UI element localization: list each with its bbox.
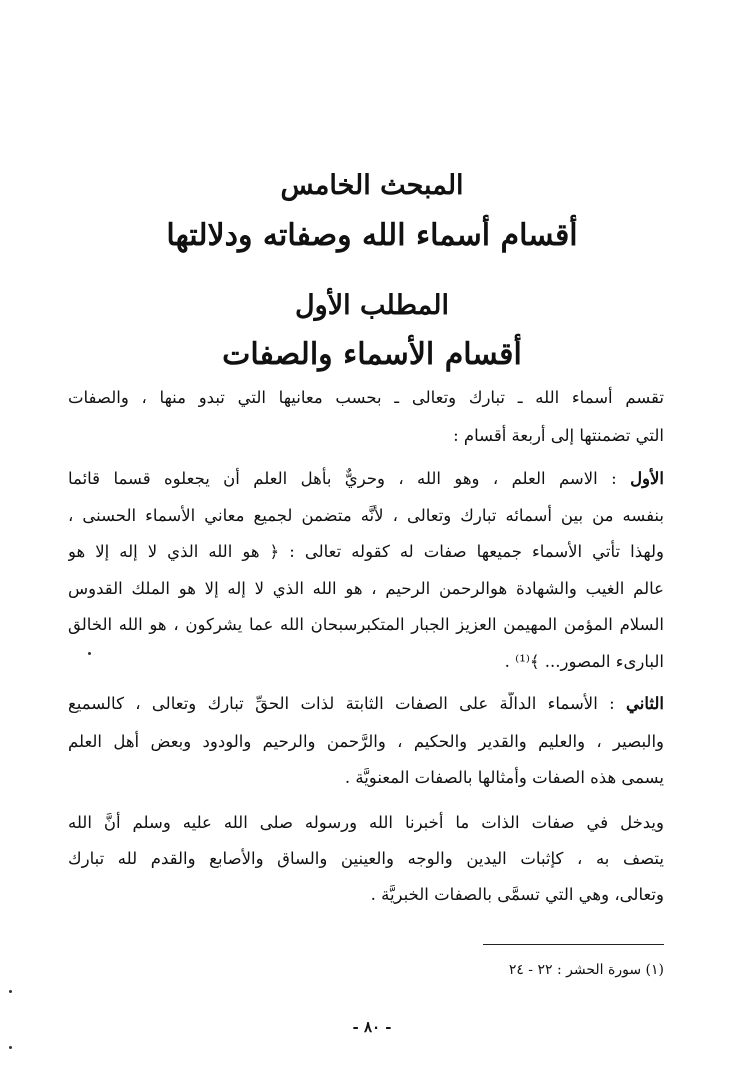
paragraph-line: ولهذا تأتي الأسماء جميعها صفات له كقوله تعالى : ﴿ هو الله الذي لا إله إلا هو bbox=[68, 542, 664, 561]
scan-speck bbox=[9, 990, 12, 993]
paragraph-lead: الثاني bbox=[626, 694, 664, 713]
footnote-divider bbox=[483, 944, 664, 945]
section-title: أقسام أسماء الله وصفاته ودلالتها bbox=[166, 218, 578, 253]
scan-speck bbox=[88, 652, 91, 655]
paragraph-line bbox=[68, 692, 664, 716]
paragraph-line: والبصير ، والعليم والقدير والحكيم ، والرَّحمن والرحيم والودود وبعض أهل العلم bbox=[68, 732, 664, 751]
paragraph-line: البارىء المصور... ﴾⁽¹⁾ . bbox=[504, 652, 664, 671]
paragraph-line: ويدخل في صفات الذات ما أخبرنا الله ورسوله صلى الله عليه وسلم أنَّ الله bbox=[68, 813, 664, 832]
page-number: - ٨٠ - bbox=[352, 1018, 392, 1036]
paragraph-line: يتصف به ، كإثبات اليدين والوجه والعينين والساق والأصابع والقدم لله تبارك bbox=[68, 849, 664, 868]
paragraph-line: عالم الغيب والشهادة هوالرحمن الرحيم ، هو الله الذي لا إله إلا هو الملك القدوس bbox=[68, 579, 664, 598]
paragraph-line: تقسم أسماء الله ـ تبارك وتعالى ـ بحسب معانيها التي تبدو منها ، والصفات bbox=[68, 388, 664, 407]
paragraph-text: : الاسم العلم ، وهو الله ، وحريٌّ بأهل العلم أن يجعلوه قسما قائما bbox=[68, 469, 617, 488]
paragraph-line bbox=[68, 467, 664, 491]
subsection-title: أقسام الأسماء والصفات bbox=[222, 337, 522, 372]
paragraph-line: يسمى هذه الصفات وأمثالها بالصفات المعنويَّة . bbox=[344, 768, 664, 787]
subsection-heading: المطلب الأول bbox=[295, 290, 449, 321]
footnote: (١) سورة الحشر : ٢٢ - ٢٤ bbox=[508, 962, 664, 978]
paragraph-line: التي تضمنتها إلى أربعة أقسام : bbox=[453, 426, 664, 445]
paragraph-lead: الأول bbox=[630, 469, 664, 488]
paragraph-text: : الأسماء الدالَّة على الصفات الثابتة لذات الحقِّ تبارك وتعالى ، كالسميع bbox=[68, 694, 615, 713]
paragraph-line: السلام المؤمن المهيمن العزيز الجبار المتكبرسبحان الله عما يشركون ، هو الله الخالق bbox=[68, 615, 664, 634]
paragraph-line: بنفسه من بين أسمائه تبارك وتعالى ، لأنَّه متضمن لجميع معاني الأسماء الحسنى ، bbox=[68, 506, 664, 525]
scan-speck bbox=[9, 1046, 12, 1049]
paragraph-line: وتعالى، وهي التي تسمَّى بالصفات الخبريَّة . bbox=[370, 885, 664, 904]
section-heading: المبحث الخامس bbox=[280, 170, 464, 201]
